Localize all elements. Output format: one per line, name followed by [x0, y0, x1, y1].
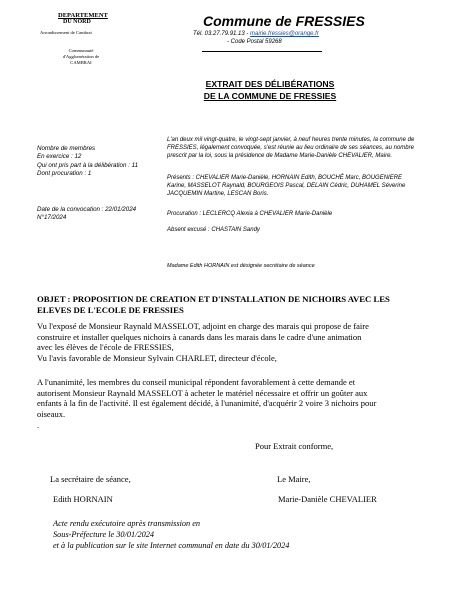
convocation-date: Date de la convocation : 22/01/2024	[37, 206, 137, 213]
members-proxies: Dont procuration : 1	[37, 170, 92, 178]
paragraph-line: Vu l'exposé de Monsieur Raynald MASSELOT, adjoint en charge des marais qui propose de faire	[37, 321, 369, 331]
enforceability-note	[53, 518, 289, 551]
community-line-1: Communauté	[68, 48, 94, 53]
presents-list: Présents : CHEVALIER Marie-Danièle, HORNAIN Edith, BOUCHÉ Marc, BOUGENIERE Karine, MASSELOT Raynald, BOURGEOIS Pascal, DELAIN Cédric, DUHAMEL Séverine JACQUEMIN Martine, LESCAN Boris.	[167, 175, 406, 197]
secretary-designation: Madame Edith HORNAIN est désignée secrétaire de séance	[167, 263, 315, 269]
document-title	[170, 78, 370, 102]
contact-line	[193, 31, 319, 37]
paragraph-decision	[37, 377, 425, 419]
secretary-role: La secrétaire de séance,	[50, 474, 131, 484]
paragraph-line: oiseaux.	[37, 408, 66, 419]
paragraph-expose	[37, 321, 425, 363]
paragraph-line: A l'unanimité, les membres du conseil municipal répondent favorablement à cette demande et	[37, 377, 356, 387]
members-participants: Qui ont pris part à la délibération : 11	[37, 161, 139, 169]
enforceability-line-3: et à la publication sur le site Internet communal en date du 30/01/2024	[53, 541, 290, 550]
mayor-role: Le Maire,	[277, 474, 311, 484]
enforceability-line-2: Sous-Préfecture le 30/01/2024	[53, 530, 155, 539]
procuration-line: Procuration : LECLERCQ Alexia à CHEVALIER Marie-Danièle	[167, 211, 333, 217]
paragraph-line: Vu l'avis favorable de Monsieur Sylvain CHARLET, directeur d'école,	[37, 352, 277, 363]
members-in-office: En exercice : 12	[37, 153, 82, 161]
email-link[interactable]: mairie.fressies@orange.fr	[250, 31, 319, 37]
session-intro: L'an deux mil vingt-quatre, le vingt-sept janvier, à neuf heures trente minutes, la commune de FRESSIES, légalement convoquée, s'est réunie au lieu ordinaire de ses séances, au nombre prescrit par la loi, sous la présidence de Madame Marie-Danièle CHEVALIER, Maire.	[167, 137, 415, 159]
enforceability-line-1: Acte rendu exécutoire après transmission en	[53, 519, 201, 528]
paragraph-end-mark: .	[37, 420, 40, 430]
pour-extrait-conforme: Pour Extrait conforme,	[255, 441, 334, 451]
paragraph-line: avec les élèves de l'école de FRESSIES,	[37, 342, 174, 352]
convocation-info	[37, 206, 136, 223]
community-line-2: d'Agglomération de	[62, 54, 100, 59]
paragraph-line: enfants à la fin de l'activité. Il est également décidé, à l'unanimité, d'acquérir 2 voire 3 nichoirs pour	[37, 398, 377, 408]
absent-line: Absent excusé : CHASTAIN Sandy	[167, 227, 260, 233]
header-divider	[202, 51, 322, 52]
department-title: DEPARTEMENT	[58, 12, 108, 19]
document-title-line-2: DE LA COMMUNE DE FRESSIES	[203, 91, 337, 101]
phone-number: Tél. 03.27.79.91.13 -	[193, 31, 249, 37]
secretary-name: Edith HORNAIN	[53, 494, 113, 504]
objet-heading: OBJET : PROPOSITION DE CREATION ET D'INSTALLATION DE NICHOIRS AVEC LES ELEVES DE L'ECOLE DE FRESSIES	[37, 294, 390, 315]
arrondissement: Arrondissement de Cambrai	[40, 30, 92, 35]
deliberation-number: N°17/2024	[37, 214, 67, 222]
document-title-line-1: EXTRAIT DES DÉLIBÉRATIONS	[205, 79, 335, 89]
paragraph-line: construire et installer quelques nichoirs à canards dans les marais dans le cadre d'une animation	[37, 331, 362, 342]
paragraph-line: autorisent Monsieur Raynald MASSELOT à acheter le matériel nécessaire et offrir un goûter aux	[37, 387, 368, 398]
mayor-name: Marie-Danièle CHEVALIER	[278, 494, 377, 504]
department-name: DU NORD	[63, 19, 91, 25]
community-line-3: CAMBRAI	[70, 60, 92, 65]
postal-code: - Code Postal 59268	[227, 39, 282, 45]
community-block	[51, 48, 111, 66]
members-info	[37, 145, 138, 179]
commune-title: Commune de FRESSIES	[203, 13, 365, 29]
members-label: Nombre de membres	[37, 145, 96, 152]
